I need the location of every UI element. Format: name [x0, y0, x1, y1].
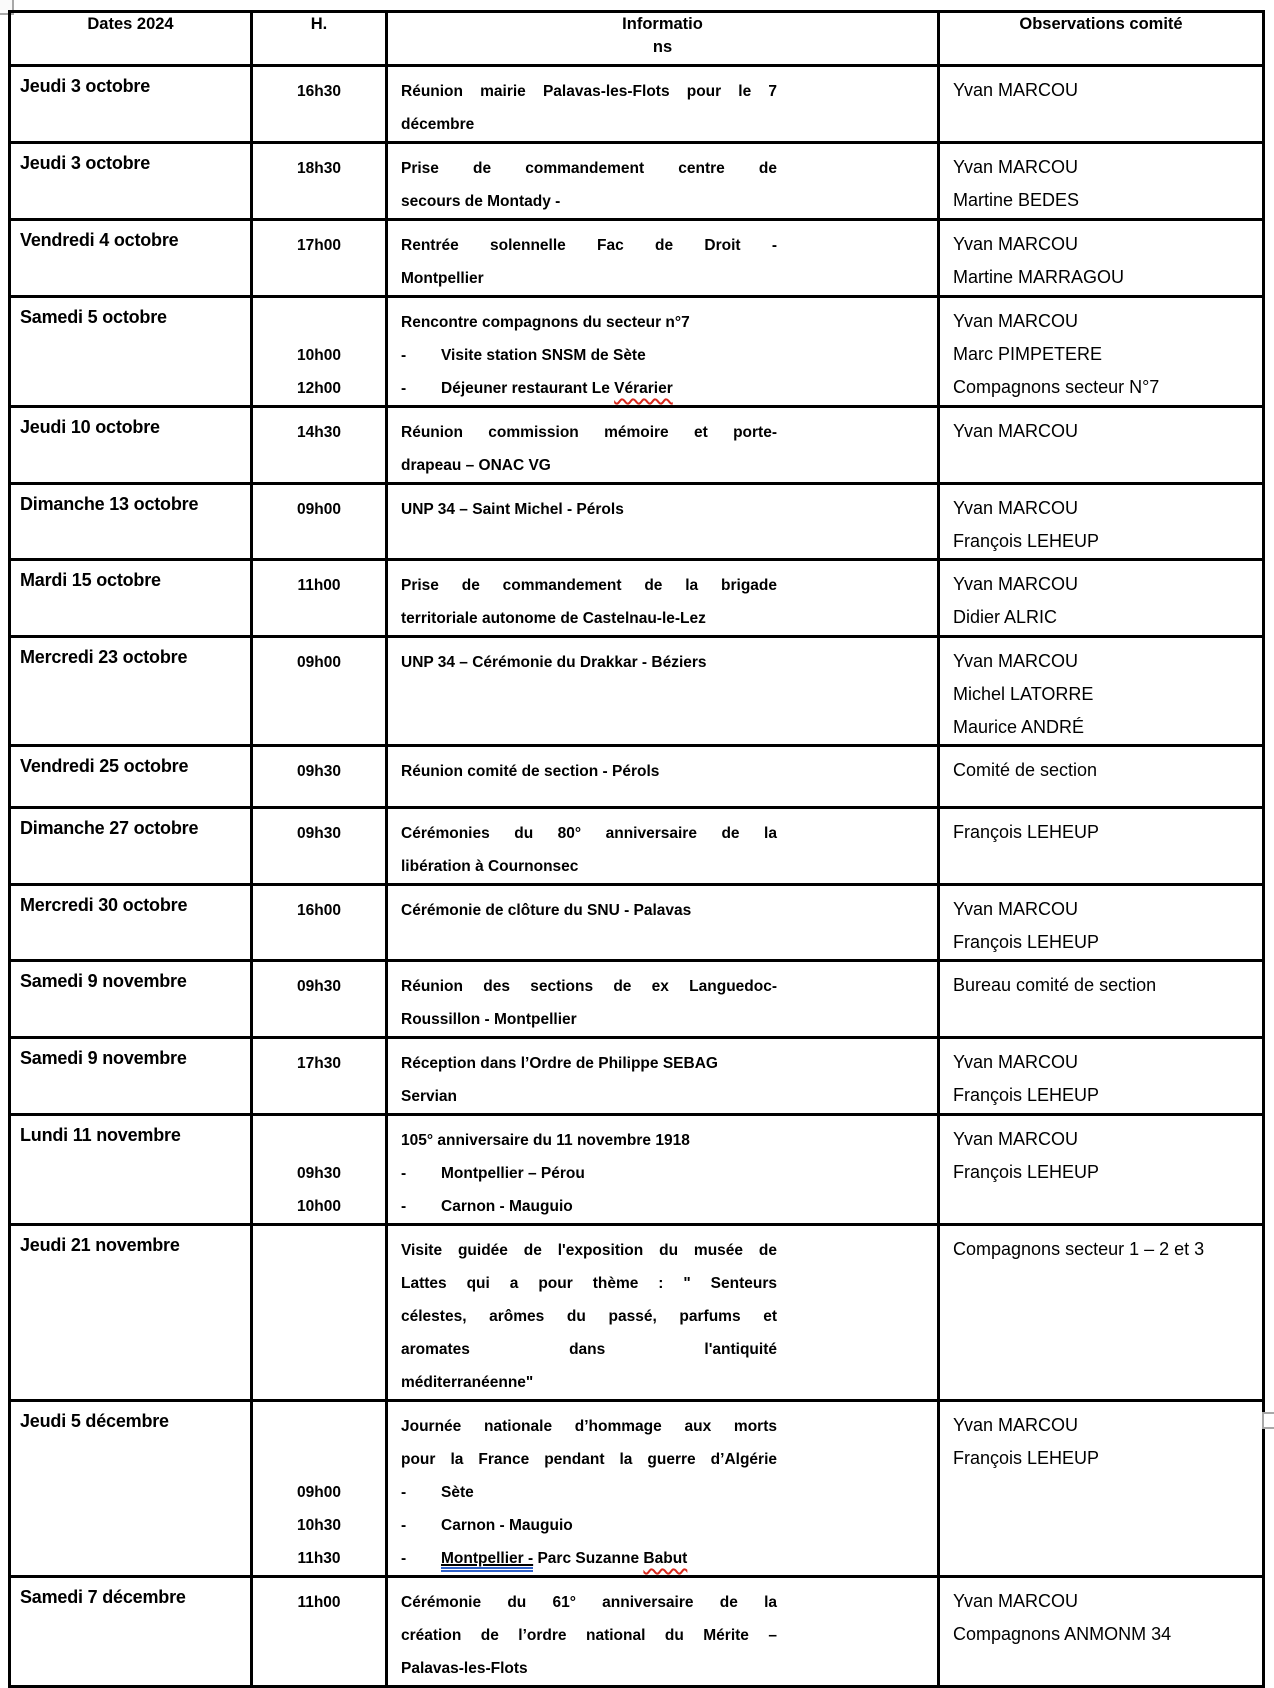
observations-cell	[939, 1225, 1264, 1401]
header-dates	[10, 12, 252, 66]
info-list-item	[401, 1509, 777, 1542]
time-cell	[252, 961, 387, 1038]
bullet-marker: -	[401, 1165, 407, 1182]
info-cell	[387, 1577, 939, 1687]
info-cell	[387, 961, 939, 1038]
date-cell: Samedi 9 novembre	[10, 1038, 252, 1115]
table-row	[10, 746, 1264, 808]
observation-line: Martine BEDES	[953, 190, 1080, 210]
info-line: Rencontre compagnons du secteur n°7	[401, 314, 690, 331]
date-cell: Samedi 9 novembre	[10, 961, 252, 1038]
time-cell	[252, 560, 387, 637]
date-cell: Jeudi 21 novembre	[10, 1225, 252, 1401]
info-line: Rentrée solennelle Fac de Droit -	[401, 237, 777, 254]
info-list-item-text: Sète	[441, 1484, 474, 1501]
info-cell	[387, 1401, 939, 1577]
time-cell	[252, 1401, 387, 1577]
info-cell	[387, 407, 939, 484]
info-list-item	[401, 1476, 777, 1509]
observations-cell	[939, 560, 1264, 637]
info-line: Servian	[401, 1088, 458, 1105]
time-line	[253, 306, 385, 339]
time-cell	[252, 297, 387, 407]
observations-cell	[939, 808, 1264, 885]
time-line: 11h30	[297, 1550, 341, 1567]
time-cell	[252, 1115, 387, 1225]
time-line: 11h00	[297, 577, 341, 594]
info-line: création de l’ordre national du Mérite –	[401, 1627, 777, 1644]
time-cell	[252, 407, 387, 484]
observation-line: François LEHEUP	[953, 1448, 1100, 1468]
observations-cell	[939, 220, 1264, 297]
time-line: 17h00	[297, 237, 341, 254]
date-cell: Samedi 7 décembre	[10, 1577, 252, 1687]
date-cell: Dimanche 27 octobre	[10, 808, 252, 885]
observation-line: François LEHEUP	[953, 1085, 1100, 1105]
observations-cell	[939, 484, 1264, 560]
info-line: Journée nationale d’hommage aux morts	[401, 1418, 777, 1435]
table-row	[10, 637, 1264, 746]
info-line: Montpellier	[401, 270, 484, 287]
time-cell	[252, 746, 387, 808]
info-cell	[387, 637, 939, 746]
observations-cell	[939, 66, 1264, 143]
table-row	[10, 961, 1264, 1038]
info-line: Lattes qui a pour thème : " Senteurs	[401, 1275, 777, 1292]
header-observations-label: Observations comité	[1019, 15, 1183, 33]
time-line: 10h00	[297, 347, 341, 364]
observation-line: François LEHEUP	[953, 822, 1100, 842]
time-cell	[252, 1577, 387, 1687]
info-line: secours de Montady -	[401, 193, 561, 210]
info-line: UNP 34 – Cérémonie du Drakkar - Béziers	[401, 654, 707, 671]
info-line: territoriale autonome de Castelnau-le-Lez	[401, 610, 706, 627]
table-row	[10, 1115, 1264, 1225]
table-row	[10, 1038, 1264, 1115]
table-row	[10, 885, 1264, 961]
observation-line: Yvan MARCOU	[953, 1129, 1079, 1149]
date-cell: Dimanche 13 octobre	[10, 484, 252, 560]
info-cell	[387, 746, 939, 808]
time-line: 09h30	[297, 978, 341, 995]
header-informations-label-line2: ns	[652, 38, 673, 56]
header-informations-label-line1: Informatio	[622, 15, 703, 33]
time-line: 18h30	[297, 160, 341, 177]
observations-cell	[939, 1038, 1264, 1115]
table-row	[10, 297, 1264, 407]
info-cell	[387, 1225, 939, 1401]
time-line: 10h30	[297, 1517, 341, 1534]
header-dates-label: Dates 2024	[87, 15, 174, 33]
info-list-item-text: Visite station SNSM de Sète	[441, 347, 646, 364]
time-line: 10h00	[297, 1198, 341, 1215]
info-cell	[387, 66, 939, 143]
info-line: Réunion commission mémoire et porte-	[401, 424, 777, 441]
info-cell	[387, 1038, 939, 1115]
observation-line: Yvan MARCOU	[953, 311, 1079, 331]
table-row	[10, 143, 1264, 220]
info-list-item	[401, 1157, 777, 1190]
table-resize-handle[interactable]	[1262, 1412, 1274, 1429]
observation-line: Compagnons ANMONM 34	[953, 1624, 1172, 1644]
observation-line: Yvan MARCOU	[953, 574, 1079, 594]
observations-cell	[939, 407, 1264, 484]
header-informations	[387, 12, 939, 66]
header-hour	[252, 12, 387, 66]
observation-line: François LEHEUP	[953, 932, 1100, 952]
date-cell: Vendredi 25 octobre	[10, 746, 252, 808]
bullet-marker: -	[401, 380, 407, 397]
observation-line: Marc PIMPETERE	[953, 344, 1103, 364]
info-cell	[387, 885, 939, 961]
observation-line: Compagnons secteur N°7	[953, 377, 1160, 397]
observations-cell	[939, 1401, 1264, 1577]
info-line: Roussillon - Montpellier	[401, 1011, 577, 1028]
time-cell	[252, 808, 387, 885]
table-row	[10, 407, 1264, 484]
observation-line: Yvan MARCOU	[953, 421, 1079, 441]
date-cell: Jeudi 5 décembre	[10, 1401, 252, 1577]
time-line: 16h30	[297, 83, 341, 100]
observations-cell	[939, 746, 1264, 808]
bullet-marker: -	[401, 1198, 407, 1215]
info-line: Visite guidée de l'exposition du musée de	[401, 1242, 777, 1259]
time-line	[253, 1410, 385, 1443]
info-list-item-text: Montpellier – Pérou	[441, 1165, 585, 1182]
table-row	[10, 484, 1264, 560]
time-cell	[252, 885, 387, 961]
observation-line: Yvan MARCOU	[953, 899, 1079, 919]
info-cell	[387, 484, 939, 560]
time-line: 09h30	[297, 763, 341, 780]
header-row	[10, 12, 1264, 66]
info-line: aromates dans l'antiquité	[401, 1341, 777, 1358]
observation-line: Compagnons secteur 1 – 2 et 3	[953, 1239, 1205, 1259]
table-row	[10, 808, 1264, 885]
table-row	[10, 220, 1264, 297]
observation-line: Bureau comité de section	[953, 975, 1157, 995]
info-line: Palavas-les-Flots	[401, 1660, 528, 1677]
time-line: 12h00	[297, 380, 341, 397]
info-line: pour la France pendant la guerre d’Algérie	[401, 1451, 777, 1468]
info-list-item	[401, 1542, 777, 1575]
time-line: 09h00	[297, 1484, 341, 1501]
observation-line: Martine MARRAGOU	[953, 267, 1125, 287]
observations-cell	[939, 1577, 1264, 1687]
info-cell	[387, 1115, 939, 1225]
date-cell: Jeudi 3 octobre	[10, 143, 252, 220]
info-line: Prise de commandement de la brigade	[401, 577, 777, 594]
info-line: Réunion des sections de ex Languedoc-	[401, 978, 777, 995]
info-line: Cérémonie de clôture du SNU - Palavas	[401, 902, 692, 919]
observations-cell	[939, 885, 1264, 961]
observation-line: Yvan MARCOU	[953, 157, 1079, 177]
info-line: drapeau – ONAC VG	[401, 457, 551, 474]
time-line: 09h30	[297, 825, 341, 842]
time-line: 09h30	[297, 1165, 341, 1182]
date-cell: Samedi 5 octobre	[10, 297, 252, 407]
info-line: célestes, arômes du passé, parfums et	[401, 1308, 777, 1325]
observation-line: François LEHEUP	[953, 1162, 1100, 1182]
time-line: 17h30	[297, 1055, 341, 1072]
observation-line: François LEHEUP	[953, 531, 1100, 551]
observation-line: Didier ALRIC	[953, 607, 1058, 627]
time-line: 09h00	[297, 654, 341, 671]
time-line: 14h30	[297, 424, 341, 441]
info-line: Cérémonies du 80° anniversaire de la	[401, 825, 777, 842]
observation-line: Maurice ANDRÉ	[953, 717, 1085, 737]
observations-cell	[939, 297, 1264, 407]
info-list-item	[401, 339, 777, 372]
time-cell	[252, 220, 387, 297]
date-cell: Vendredi 4 octobre	[10, 220, 252, 297]
observation-line: Yvan MARCOU	[953, 1052, 1079, 1072]
time-cell	[252, 143, 387, 220]
info-list-item-text: Carnon - Mauguio	[441, 1198, 573, 1215]
date-cell: Mardi 15 octobre	[10, 560, 252, 637]
date-cell: Mercredi 30 octobre	[10, 885, 252, 961]
observation-line: Yvan MARCOU	[953, 1415, 1079, 1435]
time-cell	[252, 637, 387, 746]
info-line: décembre	[401, 116, 475, 133]
time-line	[253, 1124, 385, 1157]
observation-line: Comité de section	[953, 760, 1098, 780]
info-line: Réunion mairie Palavas-les-Flots pour le 7	[401, 83, 777, 100]
table-row	[10, 66, 1264, 143]
time-line: 11h00	[297, 1594, 341, 1611]
info-line: Prise de commandement centre de	[401, 160, 777, 177]
observation-line: Yvan MARCOU	[953, 234, 1079, 254]
table-row	[10, 560, 1264, 637]
observations-cell	[939, 143, 1264, 220]
table-row	[10, 1401, 1264, 1577]
date-cell: Jeudi 3 octobre	[10, 66, 252, 143]
bullet-marker: -	[401, 1550, 407, 1567]
table-row	[10, 1577, 1264, 1687]
header-hour-label: H.	[310, 15, 328, 33]
time-cell	[252, 484, 387, 560]
time-line	[253, 1443, 385, 1476]
observation-line: Yvan MARCOU	[953, 651, 1079, 671]
info-line: Réception dans l’Ordre de Philippe SEBAG	[401, 1055, 718, 1072]
info-cell	[387, 808, 939, 885]
info-line: méditerranéenne"	[401, 1374, 534, 1391]
info-line: Réunion comité de section - Pérols	[401, 763, 660, 780]
info-cell	[387, 220, 939, 297]
table-row	[10, 1225, 1264, 1401]
info-line: libération à Cournonsec	[401, 858, 579, 875]
observation-line: Yvan MARCOU	[953, 80, 1079, 100]
info-list-item-text: Carnon - Mauguio	[441, 1517, 573, 1534]
info-line: UNP 34 – Saint Michel - Pérols	[401, 501, 624, 518]
time-line: 09h00	[297, 501, 341, 518]
date-cell: Lundi 11 novembre	[10, 1115, 252, 1225]
time-cell	[252, 1225, 387, 1401]
bullet-marker: -	[401, 1484, 407, 1501]
observations-cell	[939, 1115, 1264, 1225]
info-cell	[387, 560, 939, 637]
info-list-item	[401, 372, 777, 405]
info-line: Cérémonie du 61° anniversaire de la	[401, 1594, 777, 1611]
info-line: 105° anniversaire du 11 novembre 1918	[401, 1132, 690, 1149]
info-list-item	[401, 1190, 777, 1223]
info-list-item-text: Déjeuner restaurant Le Vérarier	[441, 380, 673, 397]
observation-line: Yvan MARCOU	[953, 1591, 1079, 1611]
time-cell	[252, 66, 387, 143]
header-observations	[939, 12, 1264, 66]
observation-line: Michel LATORRE	[953, 684, 1094, 704]
info-cell	[387, 297, 939, 407]
time-cell	[252, 1038, 387, 1115]
bullet-marker: -	[401, 347, 407, 364]
bullet-marker: -	[401, 1517, 407, 1534]
info-cell	[387, 143, 939, 220]
observations-cell	[939, 961, 1264, 1038]
time-line: 16h00	[297, 902, 341, 919]
observation-line: Yvan MARCOU	[953, 498, 1079, 518]
date-cell: Jeudi 10 octobre	[10, 407, 252, 484]
info-list-item-text: Montpellier - Parc Suzanne Babut	[441, 1542, 687, 1575]
date-cell: Mercredi 23 octobre	[10, 637, 252, 746]
observations-cell	[939, 637, 1264, 746]
events-table	[8, 10, 1265, 1688]
